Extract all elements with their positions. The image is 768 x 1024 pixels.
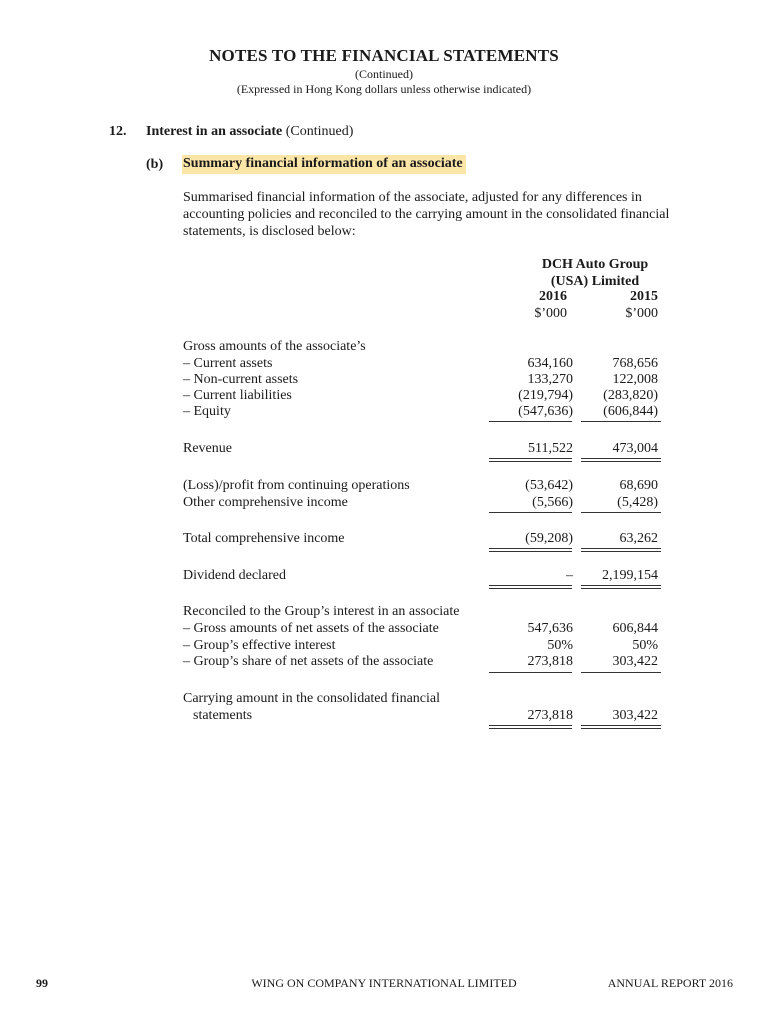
rule-double-bottom xyxy=(489,728,572,729)
value-2016: (5,566) xyxy=(532,495,573,510)
value-2015: 2,199,154 xyxy=(602,568,658,583)
rule-double-top xyxy=(581,458,661,459)
year-2015-header: 2015 xyxy=(630,289,658,304)
value-2016: 634,160 xyxy=(527,356,573,371)
value-2015: 303,422 xyxy=(612,654,658,669)
rule-double-top xyxy=(489,458,572,459)
row-label: – Group’s effective interest xyxy=(183,638,336,653)
rule-double-bottom xyxy=(489,551,572,552)
row-label: Dividend declared xyxy=(183,568,287,583)
table-row xyxy=(183,654,673,670)
unit-2016-header: $’000 xyxy=(534,306,567,321)
rule-single xyxy=(581,672,661,673)
row-label: – Equity xyxy=(183,404,231,419)
unit-2015-header: $’000 xyxy=(625,306,658,321)
value-2015: 63,262 xyxy=(619,531,658,546)
table-row xyxy=(183,339,673,355)
value-2016: (219,794) xyxy=(518,388,573,403)
row-label: – Gross amounts of net assets of the associate xyxy=(183,621,439,636)
value-2016: (547,636) xyxy=(518,404,573,419)
rule-single xyxy=(489,512,572,513)
row-label: – Current liabilities xyxy=(183,388,292,403)
section-number: 12. xyxy=(109,124,127,139)
table-row xyxy=(183,404,673,420)
table-row xyxy=(183,604,673,620)
value-2015: (606,844) xyxy=(603,404,658,419)
page-number: 99 xyxy=(36,976,48,990)
row-label: Reconciled to the Group’s interest in an associate xyxy=(183,604,460,619)
entity-name-line2: (USA) Limited xyxy=(550,274,640,289)
value-2016: 50% xyxy=(547,638,573,653)
rule-double-top xyxy=(489,725,572,726)
currency-note: (Expressed in Hong Kong dollars unless otherwise indicated) xyxy=(236,82,532,96)
table-row xyxy=(183,691,673,707)
row-label: (Loss)/profit from continuing operations xyxy=(183,478,410,493)
table-row xyxy=(183,441,673,457)
value-2015: (283,820) xyxy=(603,388,658,403)
value-2016: 511,522 xyxy=(528,441,573,456)
table-row xyxy=(183,568,673,584)
value-2015: 768,656 xyxy=(612,356,658,371)
rule-double-bottom xyxy=(581,588,661,589)
row-label: Gross amounts of the associate’s xyxy=(183,339,366,354)
row-label: statements xyxy=(193,708,253,723)
rule-double-top xyxy=(581,725,661,726)
table-row xyxy=(183,531,673,547)
value-2016: (59,208) xyxy=(525,531,573,546)
section-suffix: (Continued) xyxy=(285,124,354,139)
subsection-title-highlight: Summary financial information of an associate xyxy=(182,155,466,174)
rule-double-bottom xyxy=(581,551,661,552)
row-label: Carrying amount in the consolidated financial xyxy=(183,691,440,706)
subsection-label: (b) xyxy=(146,157,164,172)
value-2015: (5,428) xyxy=(617,495,658,510)
year-2016-header: 2016 xyxy=(539,289,567,304)
continued-note: (Continued) xyxy=(355,67,413,81)
footer-report: ANNUAL REPORT 2016 xyxy=(607,976,733,990)
row-label: Total comprehensive income xyxy=(183,531,345,546)
section-title: Interest in an associate xyxy=(146,124,283,139)
table-row xyxy=(183,638,673,654)
page-title: NOTES TO THE FINANCIAL STATEMENTS xyxy=(209,46,559,65)
rule-double-top xyxy=(489,548,572,549)
rule-single xyxy=(581,421,661,422)
table-row xyxy=(183,478,673,494)
value-2015: 473,004 xyxy=(612,441,658,456)
value-2015: 122,008 xyxy=(612,372,658,387)
table-row xyxy=(183,495,673,511)
value-2016: 547,636 xyxy=(527,621,573,636)
row-label: Revenue xyxy=(183,441,232,456)
column-entity-header xyxy=(500,256,690,290)
rule-double-bottom xyxy=(489,588,572,589)
rule-double-top xyxy=(581,585,661,586)
table-row xyxy=(183,356,673,372)
intro-paragraph: Summarised financial information of the associate, adjusted for any differences in accounting policies and reconciled to the carrying amount in the consolidated financial statements, is disclosed below: xyxy=(183,190,670,239)
rule-double-top xyxy=(581,548,661,549)
table-row xyxy=(183,388,673,404)
row-label: Other comprehensive income xyxy=(183,495,348,510)
rule-single xyxy=(489,421,572,422)
value-2015: 50% xyxy=(632,638,658,653)
rule-single xyxy=(489,672,572,673)
rule-double-top xyxy=(489,585,572,586)
rule-double-bottom xyxy=(581,728,661,729)
value-2015: 606,844 xyxy=(612,621,658,636)
table-row xyxy=(183,372,673,388)
value-2016: 273,818 xyxy=(527,654,573,669)
rule-single xyxy=(581,512,661,513)
value-2016: 133,270 xyxy=(527,372,573,387)
value-2015: 68,690 xyxy=(619,478,658,493)
value-2015: 303,422 xyxy=(612,708,658,723)
footer-company: WING ON COMPANY INTERNATIONAL LIMITED xyxy=(251,976,517,990)
row-label: – Non-current assets xyxy=(183,372,299,387)
value-2016: (53,642) xyxy=(525,478,573,493)
table-row xyxy=(183,621,673,637)
row-label: – Group’s share of net assets of the associate xyxy=(183,654,434,669)
section-heading xyxy=(146,124,353,140)
table-row xyxy=(183,708,673,724)
rule-double-bottom xyxy=(581,461,661,462)
value-2016: – xyxy=(566,568,573,583)
rule-double-bottom xyxy=(489,461,572,462)
value-2016: 273,818 xyxy=(527,708,573,723)
entity-name-line1: DCH Auto Group xyxy=(541,257,649,272)
row-label: – Current assets xyxy=(183,356,273,371)
